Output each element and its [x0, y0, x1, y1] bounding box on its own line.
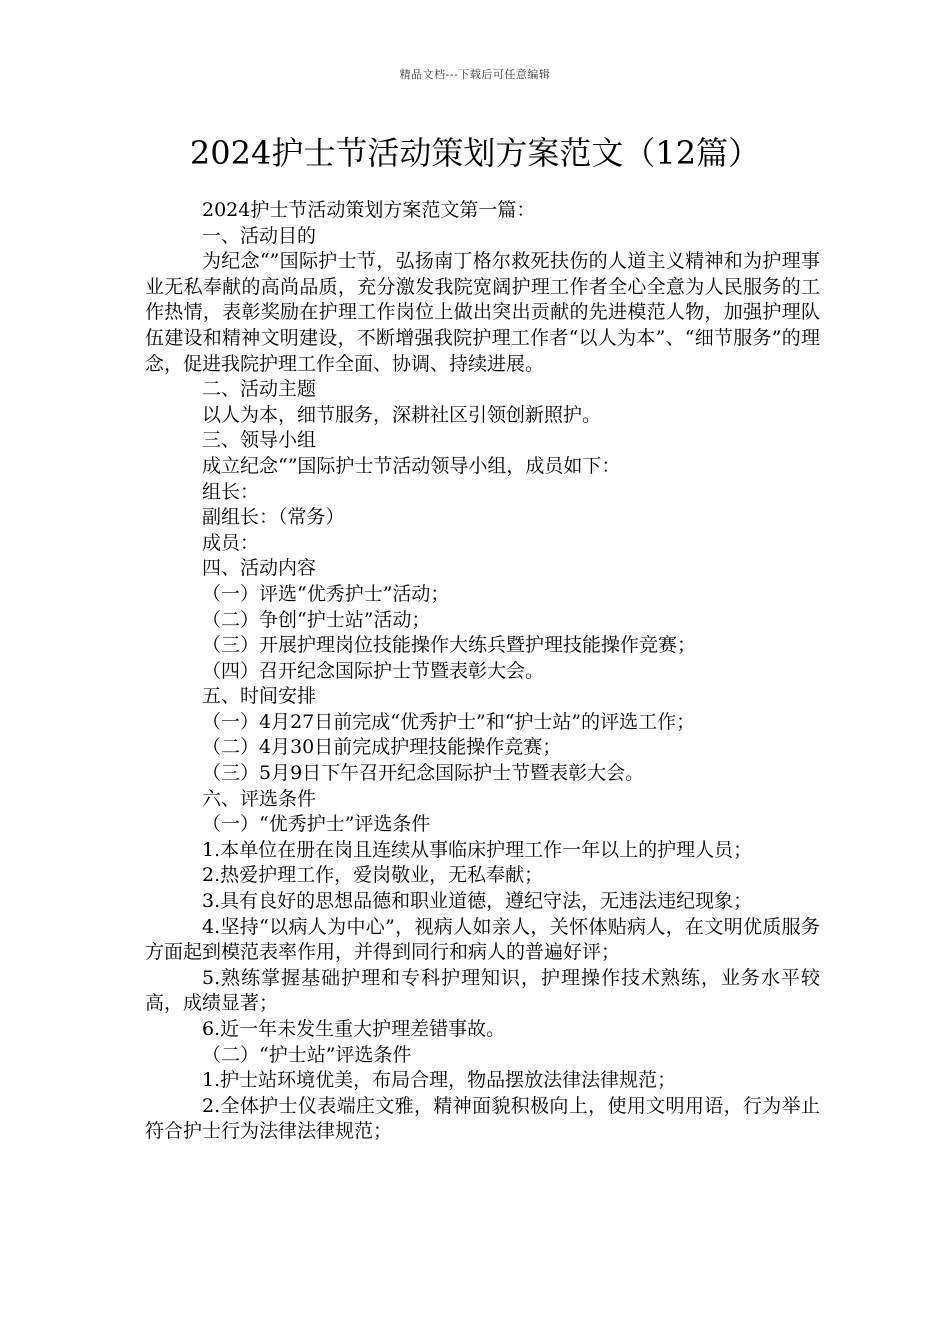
list-item: （三）5月9日下午召开纪念国际护士节暨表彰大会。 [202, 762, 645, 785]
section-heading: 二、活动主题 [202, 378, 317, 401]
list-item: （一）评选“优秀护士”活动； [202, 582, 450, 605]
subsection-heading: （一）“优秀护士”评选条件 [202, 813, 431, 836]
paragraph: 组长： [202, 480, 260, 503]
list-item: 2.全体护士仪表端庄文雅，精神面貌积极向上，使用文明用语，行为举止符合护士行为法律法律规范； [145, 1094, 820, 1143]
list-item: 6.近一年未发生重大护理差错事故。 [202, 1018, 506, 1040]
list-item: （四）召开纪念国际护士节暨表彰大会。 [202, 659, 545, 682]
section-heading: 六、评选条件 [202, 787, 317, 810]
list-item: （二）争创“护士站”活动； [202, 608, 431, 631]
subsection-heading: （二）“护士站”评选条件 [202, 1043, 412, 1066]
section-heading: 一、活动目的 [202, 224, 317, 247]
paragraph: 成员： [202, 531, 260, 554]
document-title: 2024护士节活动策划方案范文（12篇） [189, 134, 761, 172]
paragraph: 2024护士节活动策划方案范文第一篇： [202, 199, 536, 221]
list-item: （三）开展护理岗位技能操作大练兵暨护理技能操作竞赛； [202, 634, 697, 657]
section-heading: 四、活动内容 [202, 557, 317, 580]
list-item: 5.熟练掌握基础护理和专科护理知识，护理操作技术熟练，业务水平较高，成绩显著； [145, 966, 820, 1015]
list-item: 1.护士站环境优美，布局合理，物品摆放法律法律规范； [202, 1069, 677, 1092]
paragraph: 为纪念“”国际护士节，弘扬南丁格尔救死扶伤的人道主义精神和为护理事业无私奉献的高尚品质，充分激发我院宽阔护理工作者全心全意为人民服务的工作热情，表彰奖励在护理工作岗位上做出突出贡献的先进模范人物，加强护理队伍建设和精神文明建设，不断增强我院护理工作者“以人为本”、“细节服务”的理念，促进我院护理工作全面、协调、持续进展。 [145, 250, 820, 375]
list-item: 3.具有良好的思想品德和职业道德，遵纪守法，无违法违纪现象； [202, 890, 753, 913]
paragraph: 副组长：（常务） [202, 506, 345, 529]
list-item: 4.坚持“以病人为中心”，视病人如亲人，关怀体贴病人，在文明优质服务方面起到模范表率作用，并得到同行和病人的普遍好评； [145, 915, 820, 964]
paragraph: 以人为本，细节服务，深耕社区引领创新照护。 [202, 403, 602, 426]
list-item: 2.热爱护理工作，爱岗敬业，无私奉献； [202, 864, 544, 887]
section-heading: 五、时间安排 [202, 685, 317, 708]
header-note: 精品文档---下载后可任意编辑 [399, 68, 551, 81]
list-item: （二）4月30日前完成护理技能操作竞赛； [202, 736, 562, 759]
paragraph: 成立纪念“”国际护士节活动领导小组，成员如下： [202, 454, 621, 477]
document-body [145, 198, 820, 1145]
section-heading: 三、领导小组 [202, 429, 317, 452]
list-item: 1.本单位在册在岗且连续从事临床护理工作一年以上的护理人员； [202, 838, 753, 861]
list-item: （一）4月27日前完成“优秀护士”和“护士站”的评选工作； [202, 710, 696, 733]
